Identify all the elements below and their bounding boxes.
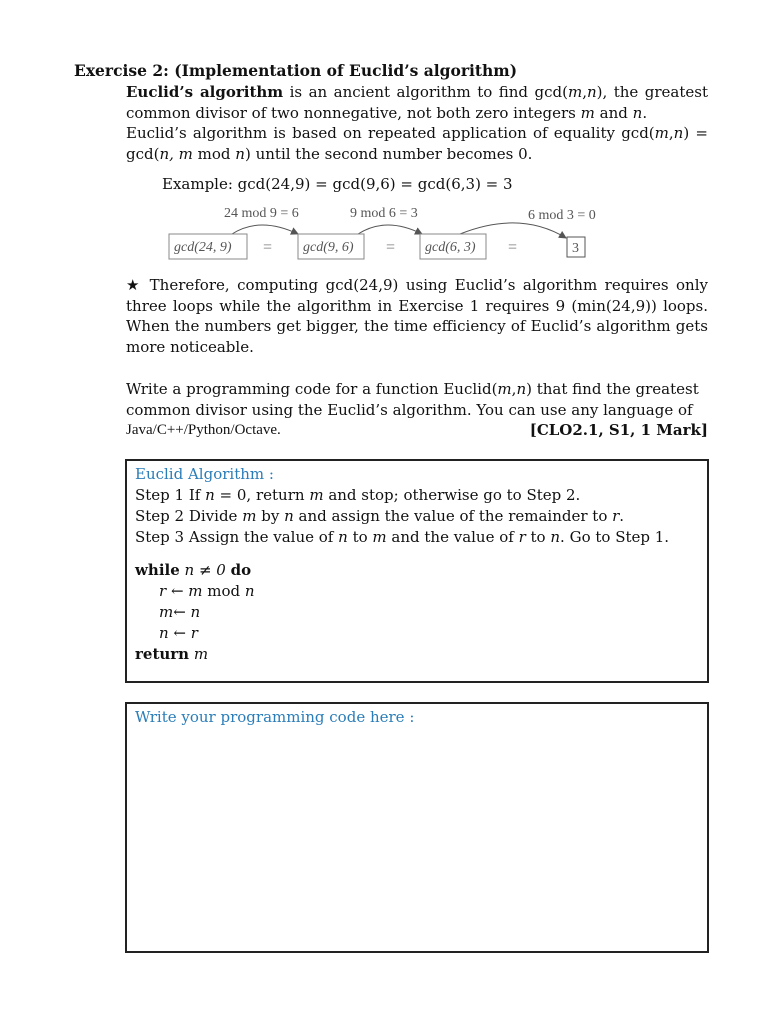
box-result-3-label: 3 — [572, 241, 579, 256]
assignment-paragraph — [126, 379, 708, 441]
box-gcd-24-9-label: gcd(24, 9) — [174, 240, 232, 255]
arc-arrow-1 — [232, 225, 298, 234]
assignment-line-2: common divisor using the Euclid’s algorithm. You can use any language of — [126, 400, 693, 419]
intro-paragraph: Euclid’s algorithm is an ancient algorithm to find gcd(m,n), the greatest common divisor of two nonnegative, not both zero integers m and n. — [126, 83, 708, 122]
intro-bold-term: Euclid’s algorithm — [126, 83, 284, 101]
box-gcd-9-6-label: gcd(9, 6) — [303, 240, 354, 255]
algo-step-2: Step 2 Divide m by n and assign the value of the remainder to r. — [135, 507, 625, 525]
code-answer-box — [125, 702, 709, 953]
algo-steps — [135, 485, 699, 548]
assignment-line-3: Java/C++/Python/Octave. [CLO2.1, S1, 1 Mark] — [126, 421, 708, 439]
pseudo-return-line: return m — [135, 645, 209, 663]
therefore-paragraph: ★ Therefore, computing gcd(24,9) using Euclid’s algorithm requires only three loops while the algorithm in Exercise 1 requires 9 (min(24,9)) loops. When the numbers get bigger, the time efficiency of Euclid’s algorithm gets more noticeable. — [126, 276, 708, 356]
algo-box-heading: Euclid Algorithm : — [135, 465, 274, 483]
arc-label-3: 6 mod 3 = 0 — [528, 208, 596, 223]
clo-mark-label: [CLO2.1, S1, 1 Mark] — [529, 421, 708, 439]
exercise-title: Exercise 2: (Implementation of Euclid’s algorithm) — [74, 61, 518, 80]
equals-sign-2: = — [386, 239, 396, 256]
arc-label-2: 9 mod 6 = 3 — [350, 206, 418, 221]
algo-step-3: Step 3 Assign the value of n to m and the value of r to n. Go to Step 1. — [135, 528, 670, 546]
arc-arrow-2 — [358, 225, 422, 234]
arc-arrow-3 — [460, 223, 566, 238]
algo-pseudocode — [135, 560, 699, 665]
algo-step-1: Step 1 If n = 0, return m and stop; otherwise go to Step 2. — [135, 486, 581, 504]
code-input[interactable] — [135, 728, 699, 928]
box-gcd-6-3-label: gcd(6, 3) — [425, 240, 476, 255]
assignment-line-1: Write a programming code for a function Euclid(m,n) that find the greatest — [126, 380, 699, 398]
pseudo-line-assign-n: n ← r — [159, 624, 198, 642]
equals-sign-1: = — [263, 239, 273, 256]
code-box-heading: Write your programming code here : — [135, 708, 415, 726]
gcd-chain-diagram — [160, 200, 620, 264]
example-line: Example: gcd(24,9) = gcd(9,6) = gcd(6,3) = 3 — [162, 175, 513, 193]
equals-sign-3: = — [508, 239, 518, 256]
arc-label-1: 24 mod 9 = 6 — [224, 206, 299, 221]
pseudo-line-remainder: r ← m mod n — [159, 582, 255, 600]
basis-paragraph: Euclid’s algorithm is based on repeated application of equality gcd(m,n) = gcd(n, m mod n) until the second number becomes 0. — [126, 124, 708, 163]
pseudo-line-assign-m: m← n — [159, 603, 201, 621]
euclid-algorithm-box — [125, 459, 709, 683]
pseudo-while-line: while n ≠ 0 do — [135, 561, 252, 579]
